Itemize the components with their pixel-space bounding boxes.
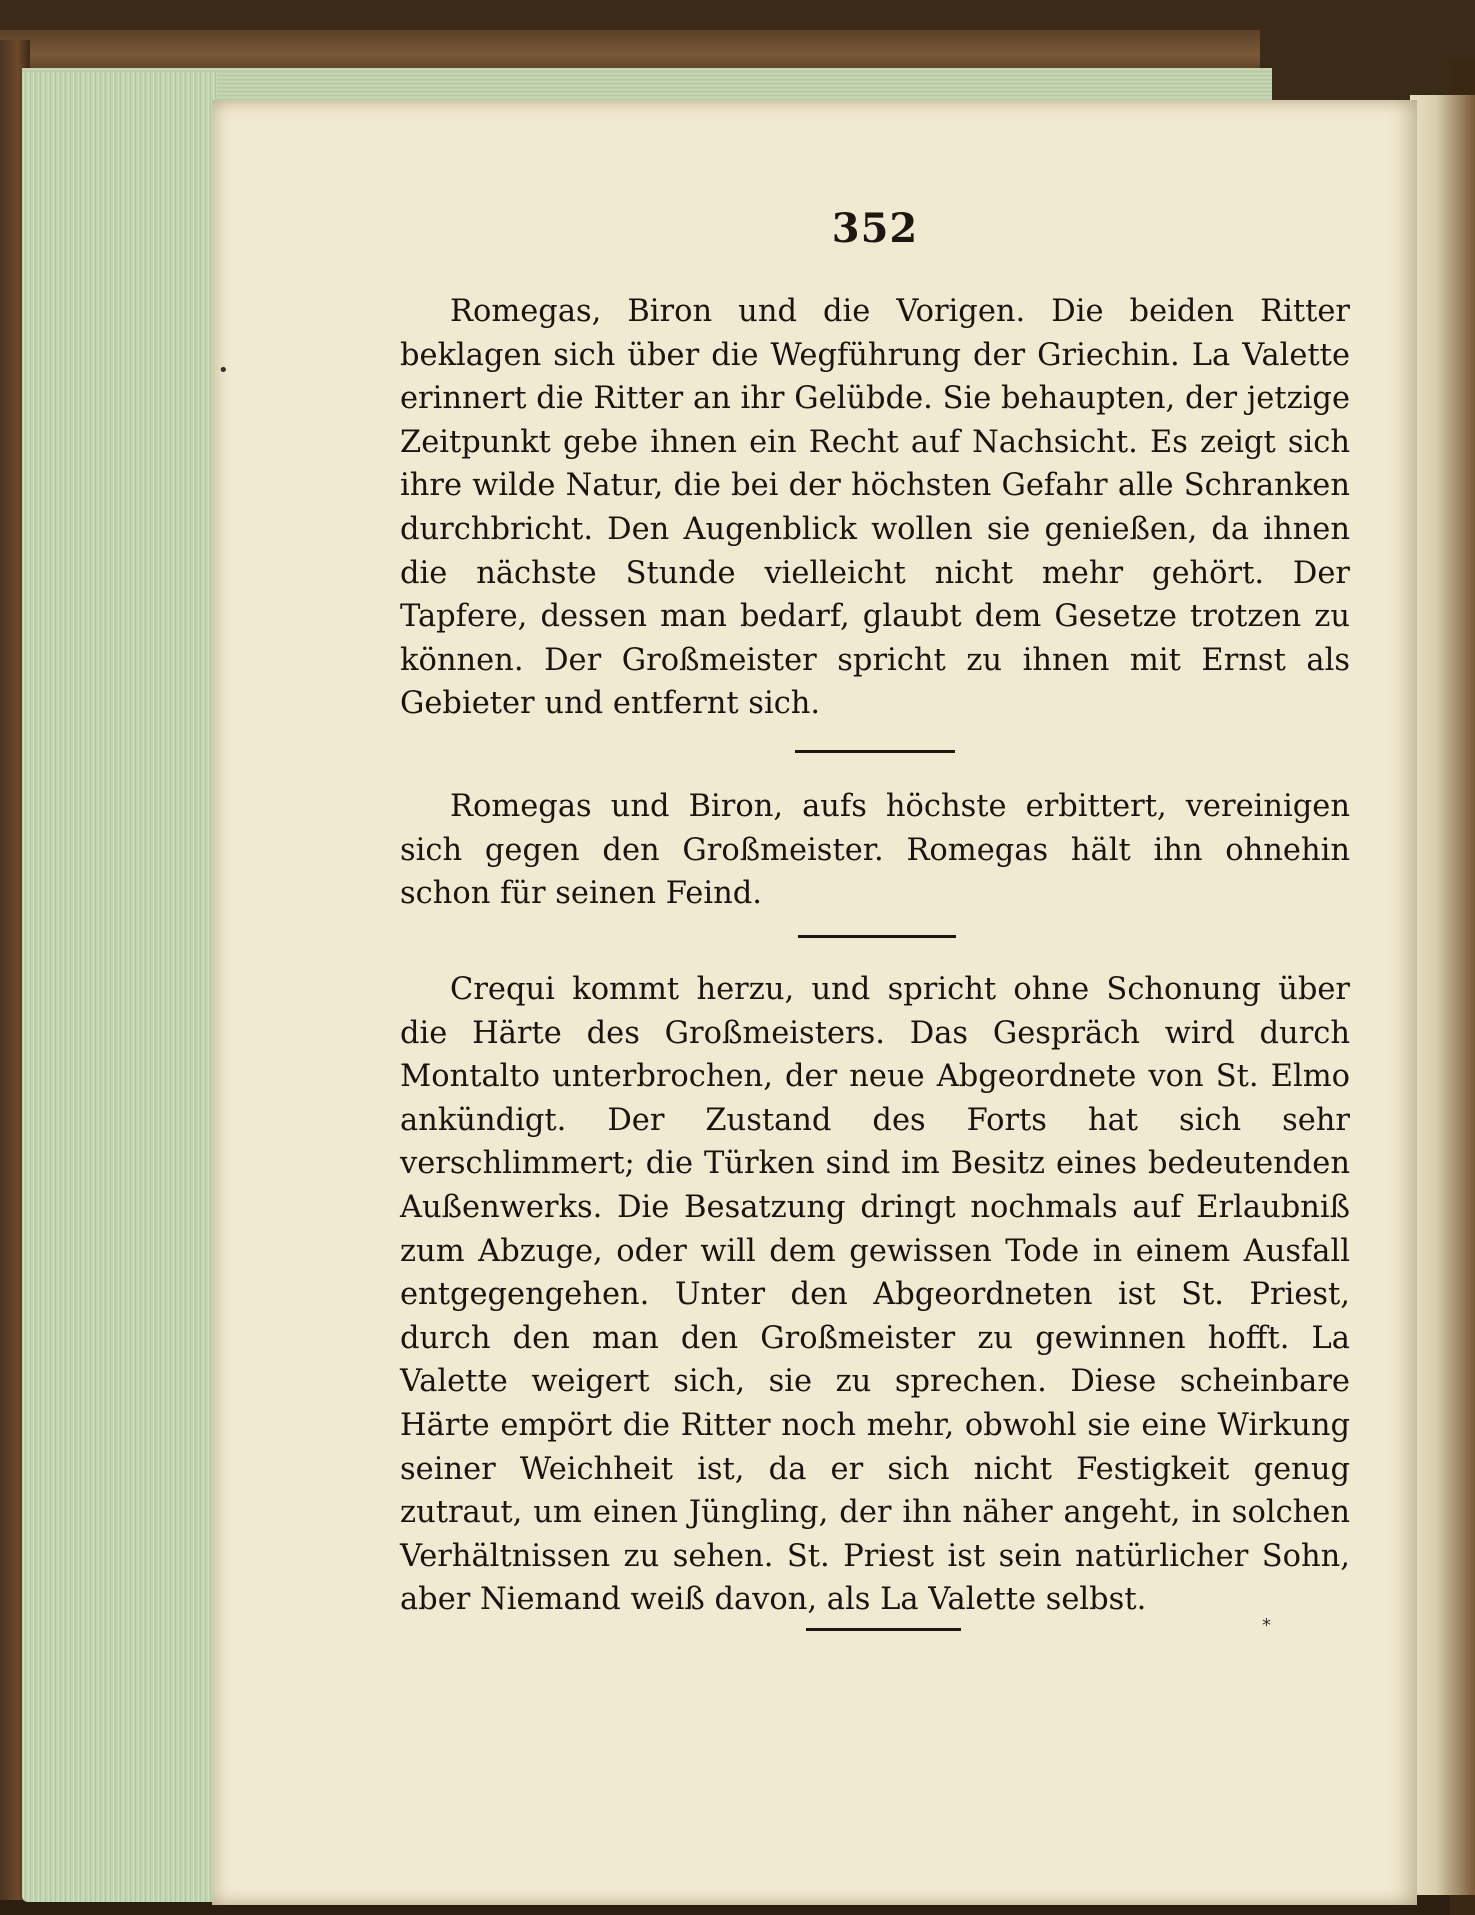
paragraph-text: Crequi kommt herzu, und spricht ohne Schonung über die Härte des Großmeisters. Das Gespräch wird durch Montalto unterbrochen, der neue Abgeordnete von St. Elmo ankündigt. Der Zustand des Forts hat sich sehr verschlimmert; die Türken sind im Besitz eines bedeutenden Außenwerks. Die Besatzung dringt nochmals auf Erlaubniß zum Abzuge, oder will dem gewissen Tode in einem Ausfall entgegengehen. Unter den Abgeordneten ist St. Priest, durch den man den Großmeister zu gewinnen hofft. La Valette weigert sich, sie zu sprechen. Diese scheinbare Härte empört die Ritter noch mehr, obwohl sie eine Wirkung seiner Weichheit ist, da er sich nicht Festigkeit genug zutraut, um einen Jüngling, der ihn näher angeht, in solchen Verhältnissen zu sehen. St. Priest ist sein natürlicher Sohn, aber Niemand weiß davon, als La Valette selbst. — [400, 972, 1350, 1618]
paragraph-1 — [400, 290, 1350, 726]
page-edges-left — [22, 72, 217, 1902]
paragraph-3 — [400, 968, 1350, 1622]
paragraph-2 — [400, 785, 1350, 916]
ink-speck: • — [218, 360, 229, 381]
ink-speck: * — [1262, 1615, 1271, 1636]
page-edges-right — [1410, 95, 1475, 1895]
paragraph-text: Romegas, Biron und die Vorigen. Die beiden Ritter beklagen sich über die Wegführung der Griechin. La Valette erinnert die Ritter an ihr Gelübde. Sie behaupten, der jetzige Zeitpunkt gebe ihnen ein Recht auf Nachsicht. Es zeigt sich ihre wilde Natur, die bei der höchsten Gefahr alle Schranken durchbricht. Den Augenblick wollen sie genießen, da ihnen die nächste Stunde vielleicht nicht mehr gehört. Der Tapfere, dessen man bedarf, glaubt dem Gesetze trotzen zu können. Der Großmeister spricht zu ihnen mit Ernst als Gebieter und entfernt sich. — [400, 294, 1350, 722]
page-number: 352 — [831, 205, 919, 252]
section-divider — [798, 935, 956, 938]
section-divider — [795, 750, 955, 753]
paragraph-text: Romegas und Biron, aufs höchste erbittert, vereinigen sich gegen den Großmeister. Romegas hält ihn ohnehin schon für seinen Feind. — [400, 789, 1350, 912]
section-divider — [806, 1628, 961, 1631]
